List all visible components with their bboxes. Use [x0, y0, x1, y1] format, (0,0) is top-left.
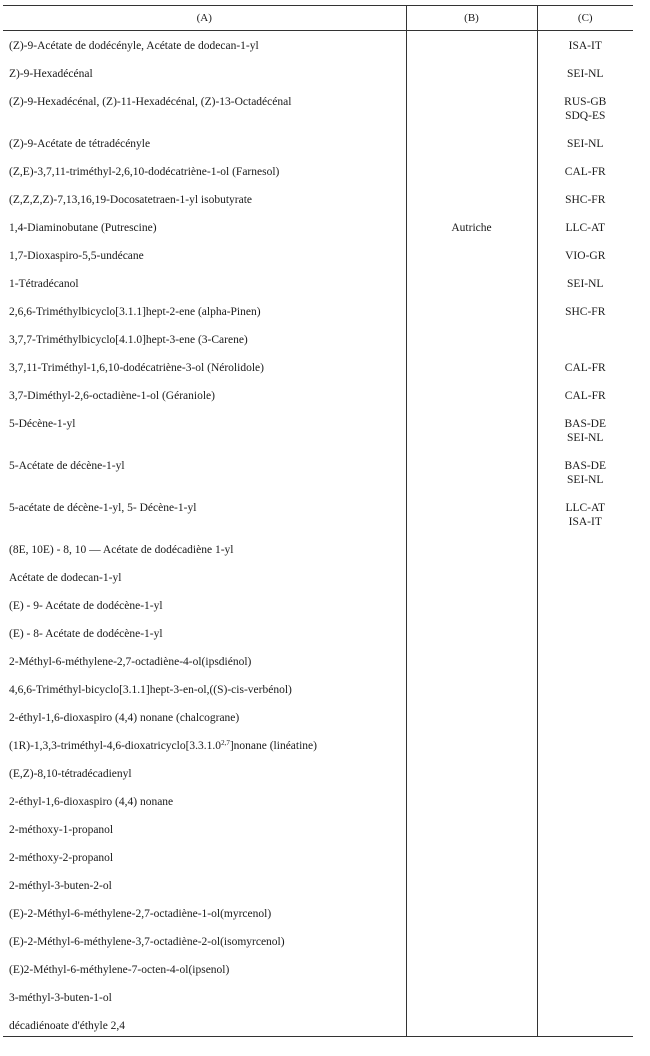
applicant-code-cell	[537, 619, 633, 647]
member-state-cell	[406, 899, 537, 927]
table-row	[3, 353, 633, 381]
table-header-row	[3, 6, 633, 31]
applicant-codes	[538, 759, 634, 767]
substance-name: (E)2-Méthyl-6-méthylene-7-octen-4-ol(ipsenol)	[9, 963, 230, 976]
table-row	[3, 59, 633, 87]
applicant-codes	[538, 703, 634, 711]
substance-name-cell	[3, 983, 406, 1011]
applicant-code: ISA-IT	[568, 40, 602, 52]
table-row	[3, 647, 633, 675]
substance-name: 3-méthyl-3-buten-1-ol	[9, 991, 112, 1004]
member-state-cell	[406, 157, 537, 185]
substance-name-cell	[3, 871, 406, 899]
applicant-codes	[538, 451, 634, 487]
applicant-code-cell	[537, 59, 633, 87]
substance-name-cell	[3, 675, 406, 703]
member-state-cell	[406, 381, 537, 409]
table-row	[3, 591, 633, 619]
applicant-code-cell	[537, 493, 633, 535]
member-state-cell	[406, 703, 537, 731]
applicant-code-cell	[537, 1011, 633, 1037]
member-state-cell	[406, 269, 537, 297]
substance-name-cell	[3, 703, 406, 731]
substance-name-cell	[3, 647, 406, 675]
substance-name-cell	[3, 297, 406, 325]
applicant-code-cell	[537, 731, 633, 759]
substance-name: décadiénoate d'éthyle 2,4	[9, 1019, 126, 1032]
table-row	[3, 269, 633, 297]
member-state-cell	[406, 87, 537, 129]
member-state-cell	[406, 1011, 537, 1037]
table-row	[3, 31, 633, 59]
table-row	[3, 129, 633, 157]
substance-name: 1,4-Diaminobutane (Putrescine)	[9, 221, 157, 234]
member-state-cell	[406, 325, 537, 353]
substance-name-cell	[3, 87, 406, 129]
substance-name: (E)-2-Méthyl-6-méthylene-3,7-octadiène-2-ol(isomyrcenol)	[9, 935, 285, 948]
applicant-codes	[538, 59, 634, 81]
substance-name: (8E, 10E) - 8, 10 — Acétate de dodécadiène 1-yl	[9, 543, 234, 556]
substance-name-cell	[3, 241, 406, 269]
member-state-cell	[406, 493, 537, 535]
header-col-b: (B)	[406, 6, 537, 31]
applicant-code-cell	[537, 843, 633, 871]
substance-name-cell	[3, 269, 406, 297]
table-row	[3, 157, 633, 185]
applicant-code: SDQ-ES	[565, 109, 606, 122]
table-row	[3, 535, 633, 563]
substance-name-cell	[3, 899, 406, 927]
applicant-code-cell	[537, 647, 633, 675]
table-row	[3, 493, 633, 535]
applicant-codes	[538, 591, 634, 599]
member-state-cell	[406, 185, 537, 213]
substance-name: (Z)-9-Acétate de tétradécényle	[9, 137, 151, 150]
applicant-code: SHC-FR	[565, 193, 606, 206]
applicant-code: SEI-NL	[567, 431, 604, 444]
applicant-code-cell	[537, 871, 633, 899]
applicant-codes	[538, 325, 634, 333]
applicant-code-cell	[537, 353, 633, 381]
substance-name: 2,6,6-Triméthylbicyclo[3.1.1]hept-2-ene (alpha-Pinen)	[9, 305, 261, 318]
applicant-code-cell	[537, 213, 633, 241]
member-state-cell	[406, 815, 537, 843]
table-row	[3, 1011, 633, 1037]
member-state-cell	[406, 591, 537, 619]
table-row	[3, 409, 633, 451]
table-row	[3, 871, 633, 899]
substance-name-cell	[3, 353, 406, 381]
applicant-codes	[538, 87, 634, 123]
applicant-codes	[538, 899, 634, 907]
applicant-code: SEI-NL	[567, 277, 604, 290]
substance-name: (E) - 9- Acétate de dodécène-1-yl	[9, 599, 163, 612]
substance-name-cell	[3, 185, 406, 213]
table-row	[3, 703, 633, 731]
substance-name-part: ]nonane (linéatine)	[229, 739, 317, 752]
substance-name-cell	[3, 381, 406, 409]
applicant-code: CAL-FR	[564, 165, 606, 178]
applicant-code-cell	[537, 955, 633, 983]
member-state-cell	[406, 353, 537, 381]
substance-name-cell	[3, 759, 406, 787]
applicant-codes	[538, 185, 634, 207]
applicant-code-cell	[537, 241, 633, 269]
substance-name-cell	[3, 213, 406, 241]
superscript: 2,7	[221, 738, 230, 747]
substance-name-cell	[3, 591, 406, 619]
applicant-codes	[538, 129, 634, 151]
substance-name-cell	[3, 787, 406, 815]
member-state-cell	[406, 535, 537, 563]
table-row	[3, 451, 633, 493]
substance-name-cell	[3, 325, 406, 353]
applicant-code: RUS-GB	[564, 95, 607, 108]
applicant-code-cell	[537, 703, 633, 731]
table-row	[3, 185, 633, 213]
table-row	[3, 87, 633, 129]
substance-name-cell	[3, 59, 406, 87]
applicant-code-cell	[537, 815, 633, 843]
substance-name: 2-méthoxy-1-propanol	[9, 823, 114, 836]
substance-name: (E) - 8- Acétate de dodécène-1-yl	[9, 627, 163, 640]
table-row	[3, 213, 633, 241]
applicant-code: SEI-NL	[567, 137, 604, 150]
substance-name-cell	[3, 535, 406, 563]
member-state: Autriche	[451, 221, 492, 234]
member-state-cell	[406, 675, 537, 703]
substance-name: 1-Tétradécanol	[9, 277, 79, 290]
applicant-code-cell	[537, 381, 633, 409]
member-state-cell	[406, 409, 537, 451]
table-row	[3, 731, 633, 759]
substance-name-cell	[3, 843, 406, 871]
substance-name-cell	[3, 927, 406, 955]
applicant-codes	[538, 731, 634, 739]
substance-name: 2-méthyl-3-buten-2-ol	[9, 879, 112, 892]
table-row	[3, 381, 633, 409]
table-row	[3, 241, 633, 269]
substance-name: 3,7-Diméthyl-2,6-octadiène-1-ol (Géraniole)	[9, 389, 215, 402]
applicant-codes	[538, 675, 634, 683]
applicant-codes	[538, 31, 634, 53]
applicant-code: BAS-DE	[564, 417, 607, 430]
substance-name	[3, 731, 406, 753]
substance-name-cell	[3, 955, 406, 983]
member-state-cell	[406, 31, 537, 59]
substance-name-cell	[3, 451, 406, 493]
substance-name: (Z)-9-Hexadécénal, (Z)-11-Hexadécénal, (Z)-13-Octadécénal	[9, 95, 292, 108]
member-state-cell	[406, 297, 537, 325]
applicant-code: LLC-AT	[565, 501, 606, 514]
substance-name-cell	[3, 157, 406, 185]
applicant-code: CAL-FR	[564, 361, 606, 374]
applicant-codes	[538, 983, 634, 991]
member-state-cell	[406, 843, 537, 871]
table-row	[3, 899, 633, 927]
member-state-cell	[406, 129, 537, 157]
member-state-cell	[406, 451, 537, 493]
substance-name: 2-éthyl-1,6-dioxaspiro (4,4) nonane	[9, 795, 174, 808]
applicant-codes	[538, 535, 634, 543]
applicant-codes	[538, 647, 634, 655]
substance-name: (Z,E)-3,7,11-triméthyl-2,6,10-dodécatriène-1-ol (Farnesol)	[9, 165, 280, 178]
substance-name-cell	[3, 129, 406, 157]
substance-name-cell	[3, 815, 406, 843]
applicant-code-cell	[537, 927, 633, 955]
applicant-codes	[538, 815, 634, 823]
table-row	[3, 675, 633, 703]
member-state-cell	[406, 787, 537, 815]
applicant-code: BAS-DE	[564, 459, 607, 472]
applicant-codes	[538, 1011, 634, 1019]
applicant-code: VIO-GR	[565, 249, 606, 262]
applicant-code-cell	[537, 591, 633, 619]
substance-name: 3,7,11-Triméthyl-1,6,10-dodécatriène-3-ol (Nérolidole)	[9, 361, 264, 374]
applicant-code: CAL-FR	[564, 389, 606, 402]
applicant-code-cell	[537, 31, 633, 59]
applicant-code-cell	[537, 409, 633, 451]
table-row	[3, 297, 633, 325]
applicant-code-cell	[537, 157, 633, 185]
applicant-codes	[538, 241, 634, 263]
applicant-code: SEI-NL	[567, 473, 604, 486]
substance-name: Z)-9-Hexadécénal	[9, 67, 93, 80]
applicant-code-cell	[537, 899, 633, 927]
member-state-cell	[406, 871, 537, 899]
substance-name-cell	[3, 731, 406, 759]
applicant-codes	[538, 297, 634, 319]
substance-name: 4,6,6-Triméthyl-bicyclo[3.1.1]hept-3-en-ol,((S)-cis-verbénol)	[9, 683, 292, 696]
substance-name: 1,7-Dioxaspiro-5,5-undécane	[9, 249, 144, 262]
applicant-codes	[538, 927, 634, 935]
applicant-code: SHC-FR	[565, 305, 606, 318]
member-state-cell	[406, 59, 537, 87]
table-row	[3, 563, 633, 591]
applicant-code-cell	[537, 535, 633, 563]
substance-name: (E)-2-Méthyl-6-méthylene-2,7-octadiène-1-ol(myrcenol)	[9, 907, 272, 920]
substance-name-part: (1R)-1,3,3-triméthyl-4,6-dioxatricyclo[3.3.1.0	[9, 739, 222, 752]
applicant-code: ISA-IT	[568, 515, 602, 528]
substance-name: 5-Décène-1-yl	[9, 417, 76, 430]
applicant-code-cell	[537, 185, 633, 213]
substance-name: (E,Z)-8,10-tétradécadienyl	[9, 767, 132, 780]
applicant-codes	[538, 353, 634, 375]
member-state-cell	[406, 759, 537, 787]
applicant-code: SEI-NL	[567, 67, 604, 80]
member-state-cell	[406, 241, 537, 269]
applicant-code-cell	[537, 87, 633, 129]
substance-name-cell	[3, 409, 406, 451]
substance-name: 5-acétate de décène-1-yl, 5- Décène-1-yl	[9, 501, 197, 514]
applicant-codes	[538, 955, 634, 963]
substance-name-cell	[3, 1011, 406, 1037]
applicant-code-cell	[537, 129, 633, 157]
applicant-code-cell	[537, 983, 633, 1011]
table-row	[3, 955, 633, 983]
substance-name: 2-éthyl-1,6-dioxaspiro (4,4) nonane (chalcograne)	[9, 711, 240, 724]
applicant-code-cell	[537, 297, 633, 325]
substance-name: 3,7,7-Triméthylbicyclo[4.1.0]hept-3-ene (3-Carene)	[9, 333, 248, 346]
member-state-cell	[406, 927, 537, 955]
applicant-codes	[538, 157, 634, 179]
applicant-code-cell	[537, 563, 633, 591]
substances-table	[3, 5, 633, 1037]
applicant-codes	[538, 409, 634, 445]
applicant-codes	[538, 619, 634, 627]
substance-name: Acétate de dodecan-1-yl	[9, 571, 122, 584]
applicant-codes	[538, 787, 634, 795]
table-row	[3, 927, 633, 955]
applicant-code-cell	[537, 451, 633, 493]
substance-name: (Z)-9-Acétate de dodécényle, Acétate de dodecan-1-yl	[9, 40, 259, 52]
applicant-codes	[538, 843, 634, 851]
table-row	[3, 759, 633, 787]
applicant-code-cell	[537, 325, 633, 353]
table-row	[3, 843, 633, 871]
applicant-codes	[538, 213, 634, 235]
substance-name: (Z,Z,Z,Z)-7,13,16,19-Docosatetraen-1-yl isobutyrate	[9, 193, 253, 206]
member-state-cell	[406, 647, 537, 675]
applicant-codes	[538, 381, 634, 403]
applicant-code-cell	[537, 759, 633, 787]
applicant-code-cell	[537, 675, 633, 703]
applicant-codes	[538, 269, 634, 291]
member-state-cell	[406, 731, 537, 759]
substance-name: 2-méthoxy-2-propanol	[9, 851, 114, 864]
table-body	[3, 31, 633, 1037]
member-state-cell	[406, 563, 537, 591]
substance-name: 2-Méthyl-6-méthylene-2,7-octadiène-4-ol(ipsdiénol)	[9, 655, 252, 668]
table-row	[3, 619, 633, 647]
applicant-code: LLC-AT	[565, 221, 606, 234]
header-col-a: (A)	[3, 6, 406, 31]
substance-name-cell	[3, 493, 406, 535]
table-row	[3, 815, 633, 843]
member-state-cell	[406, 213, 537, 241]
member-state-cell	[406, 619, 537, 647]
substance-name-cell	[3, 31, 406, 59]
applicant-codes	[538, 871, 634, 879]
member-state-cell	[406, 983, 537, 1011]
applicant-code-cell	[537, 787, 633, 815]
applicant-codes	[538, 563, 634, 571]
applicant-codes	[538, 493, 634, 529]
member-state-cell	[406, 955, 537, 983]
header-col-c: (C)	[537, 6, 633, 31]
substance-name: 5-Acétate de décène-1-yl	[9, 459, 125, 472]
substance-name-cell	[3, 619, 406, 647]
table-row	[3, 787, 633, 815]
table-row	[3, 325, 633, 353]
table-row	[3, 983, 633, 1011]
substance-name-cell	[3, 563, 406, 591]
applicant-code-cell	[537, 269, 633, 297]
